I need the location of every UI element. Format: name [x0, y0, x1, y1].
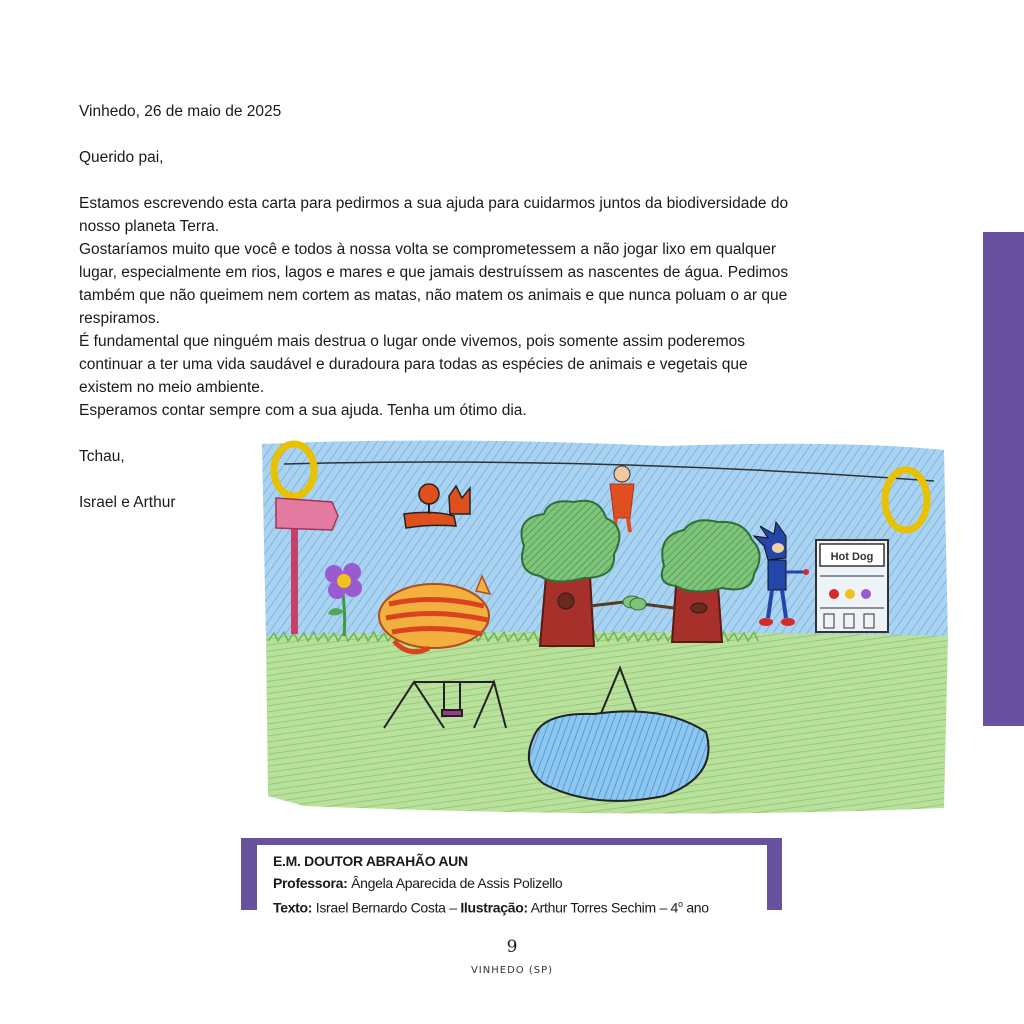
letter-greeting: Querido pai,: [79, 149, 164, 166]
letter-paragraph: Estamos escrevendo esta carta para pedirmos a sua ajuda para cuidarmos juntos da biodiversidade do nosso planeta Terra.: [79, 195, 789, 235]
footer-place: VINHEDO (SP): [470, 965, 554, 976]
credit-box: [241, 838, 782, 916]
letter-paragraph: Esperamos contar sempre com a sua ajuda. Tenha um ótimo dia.: [79, 402, 527, 419]
letter-paragraph: É fundamental que ninguém mais destrua o lugar onde vivemos, pois somente assim poderemos continuar a ter uma vida saudável e duradoura para todas as espécies de animais e vegetais que existem no meio ambiente.: [79, 333, 748, 396]
authors-credit: Texto: Israel Bernardo Costa – Ilustração: Arthur Torres Sechim – 4$^o$ ano: [273, 899, 709, 916]
page-number: 9: [506, 937, 518, 957]
child-drawing: [244, 436, 956, 828]
letter-date: Vinhedo, 26 de maio de 2025: [79, 103, 282, 120]
lake: [529, 711, 709, 801]
hot-dog-sign: Hot Dog: [830, 551, 874, 563]
teacher-credit: Professora: Ângela Aparecida de Assis Polizello: [273, 874, 563, 891]
credit-text: [257, 845, 767, 916]
park-illustration: [244, 436, 956, 828]
letter-closing: Tchau,: [79, 448, 125, 465]
letter-paragraph: Gostaríamos muito que você e todos à nossa volta se comprometessem a não jogar lixo em qualquer lugar, especialmente em rios, lagos e mares e que jamais destruíssem as nascentes de água. Pedimos também que não queimem nem cortem as matas, não matem os animais e que nunca poluam o ar que respiramos.: [79, 241, 789, 327]
school-name: E.M. DOUTOR ABRAHÃO AUN: [273, 853, 468, 869]
hot-dog-stand: [816, 540, 888, 632]
letter-signature: Israel e Arthur: [79, 494, 176, 511]
side-accent-bar: [983, 232, 1024, 726]
